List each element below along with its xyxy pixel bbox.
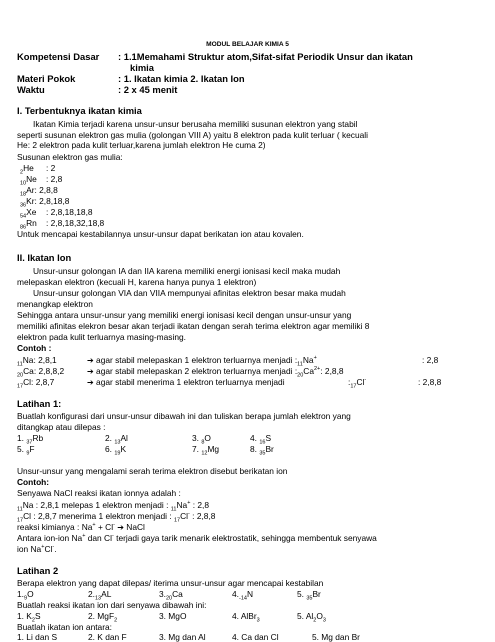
paragraph: Antara ion-ion Na+ dan Cl- terjadi gaya tarik menarik elektrostatik, sehingga membentuk senyawa <box>17 533 377 543</box>
exercise-item: 2. $_{13}$Al <box>105 433 128 446</box>
noble-gas-config: : 2,8,18,32,18,8 <box>46 218 105 228</box>
noble-gas-row: $_{86}$Rn <box>20 218 37 231</box>
paragraph: melepaskan elektron (kecuali H, karena hanya punya 1 elektron) <box>17 277 257 287</box>
exercise-item: 3. $_8$O <box>192 433 211 446</box>
exercise-item: 5. $_{35}$Br <box>297 589 321 602</box>
arrow-right-icon: ➔ <box>87 367 94 376</box>
exercise-item: 2. K dan F <box>88 632 127 642</box>
kd-value-cont: kimia <box>130 62 154 73</box>
noble-gas-row: $_{10}$Ne <box>20 174 37 187</box>
example-label: Contoh : <box>17 343 52 353</box>
kd-value: : 1.1Memahami Struktur atom,Sifat-sifat Periodik Unsur dan ikatan <box>118 51 413 62</box>
example-row: $_{11}$Na: 2,8,1 <box>17 355 57 368</box>
exercise-item: $2._{13}AL$ <box>88 589 112 602</box>
example-label: Contoh: <box>17 477 50 487</box>
noble-gas-row: $_{36}$Kr: 2,8,18,8 <box>20 196 70 209</box>
noble-gas-row: $_{54}$Xe <box>20 207 37 220</box>
paragraph: Unsur-unsur yang mengalami serah terima elektron disebut berikatan ion <box>17 466 288 476</box>
exercise-item: 3. MgO <box>159 611 187 621</box>
exercise-item: 3. Mg dan Al <box>159 632 206 642</box>
exercise-item: 6. $_{19}$K <box>105 444 127 457</box>
exercise-item: 5. $_9$F <box>17 444 35 457</box>
exercise-item: 5. $Al_2O_3$ <box>297 611 326 624</box>
exercise-item: 4. $_{16}$S <box>250 433 272 446</box>
exercise-item: 4. Ca dan Cl <box>232 632 279 642</box>
arrow-right-icon: ➔ <box>87 356 94 365</box>
arrow-right-icon: ➔ <box>117 523 124 532</box>
paragraph: Unsur-unsur golongan VIA dan VIIA mempunyai afinitas elektron besar maka mudah <box>33 288 346 298</box>
exercise-item: 1. $K_2S$ <box>17 611 41 624</box>
latihan-1-heading: Latihan 1: <box>17 398 62 409</box>
paragraph: Susunan elektron gas mulia: <box>17 152 123 162</box>
paragraph: memiliki afinitas elekron besar akan terjadi ikatan dengan serah terima elektron agar memiliki 8 <box>17 321 370 331</box>
paragraph: Unsur-unsur golongan IA dan IIA karena memiliki energi ionisasi kecil maka mudah <box>33 266 341 276</box>
paragraph: ditangkap atau dilepas : <box>17 422 106 432</box>
section-2-heading: II. Ikatan Ion <box>17 252 72 263</box>
kd-label: Kompetensi Dasar <box>17 51 100 62</box>
exercise-item: 4. AlBr$_3$ <box>232 611 260 624</box>
mp-label: Materi Pokok <box>17 73 76 84</box>
waktu-label: Waktu <box>17 84 45 95</box>
paragraph: He: 2 elektron pada kulit terluar,karena jumlah elektron He cuma 2) <box>17 140 266 150</box>
ion-config: : 2,8 <box>422 355 439 365</box>
paragraph: Buatlah reaksi ikatan ion dari senyawa dibawah ini: <box>17 600 207 610</box>
waktu-value: : 2 x 45 menit <box>118 84 178 95</box>
noble-gas-row: $_{18}$Ar: 2,8,8 <box>20 185 58 198</box>
exercise-item: 8. $_{35}$Br <box>250 444 274 457</box>
paragraph: Untuk mencapai kestabilannya unsur-unsur dapat berikatan ion atau kovalen. <box>17 229 304 239</box>
paragraph: elektron pada kulit terluarnya masing-masing. <box>17 332 186 342</box>
example-row: ➔ agar stabil melepaskan 1 elektron terluarnya menjadi $:_{11}Na^+$ <box>87 355 317 368</box>
example-row: $:_{17}Cl^-$ <box>348 377 367 390</box>
example-row: $_{17}$Cl: 2,8,7 <box>17 377 55 390</box>
latihan-2-heading: Latihan 2 <box>17 565 59 576</box>
paragraph: menangkap elektron <box>17 299 93 309</box>
module-title: MODUL BELAJAR KIMIA 5 <box>206 41 289 48</box>
reaction-line: reaksi kimianya : Na+ + Cl- ➔ NaCl <box>17 522 145 532</box>
example-row: $_{20}$Ca: 2,8,8,2 <box>17 366 65 379</box>
paragraph: seperti susunan elektron gas mulia (golongan VIII A) yaitu 8 elektron pada kulit terluar ( kecuali <box>17 130 369 140</box>
exercise-item: $4._{-14}N$ <box>232 589 254 602</box>
example-row: ➔ agar stabil melepaskan 2 elektron terluarnya menjadi $:_{20}Ca^{2+}$: 2,8,8 <box>87 366 344 379</box>
exercise-item: $3._{20}Ca$ <box>159 589 183 602</box>
noble-gas-config: : 2,8,18,18,8 <box>46 207 93 217</box>
section-1-heading: I. Terbentuknya ikatan kimia <box>17 105 142 116</box>
exercise-item: $1._9O$ <box>17 589 34 602</box>
exercise-item: 1. $_{37}$Rb <box>17 433 44 446</box>
reaction-line: $_{17}$Cl : 2,8,7 menerima 1 elektron menjadi : $_{17}$Cl- : 2,8,8 <box>17 511 216 524</box>
noble-gas-config: : 2,8 <box>46 174 63 184</box>
paragraph: Senyawa NaCl reaksi ikatan ionnya adalah : <box>17 488 181 498</box>
paragraph: Ikatan Kimia terjadi karena unsur-unsur berusaha memiliki susunan elektron yang stabil <box>33 119 358 129</box>
reaction-line: $_{11}$Na : 2,8,1 melepas 1 elektron menjadi : $_{11}$Na+ : 2,8 <box>17 500 210 513</box>
exercise-item: 1. Li dan S <box>17 632 58 642</box>
paragraph: Buatlah konfigurasi dari unsur-unsur dibawah ini dan tuliskan berapa jumlah elektron yang <box>17 411 351 421</box>
paragraph: Sehingga antara unsur-unsur yang memiliki energi ionisasi kecil dengan unsur-unsur yang <box>17 310 352 320</box>
paragraph: ion Na+Cl-. <box>17 544 57 554</box>
exercise-item: 7. $_{12}$Mg <box>192 444 220 457</box>
noble-gas-config: : 2 <box>46 163 56 173</box>
exercise-item: 2. MgF$_2$ <box>88 611 118 624</box>
ion-config: : 2,8,8 <box>418 377 442 387</box>
arrow-right-icon: ➔ <box>87 378 94 387</box>
example-row: ➔ agar stabil menerima 1 elektron terluarnya menjadi <box>87 377 285 387</box>
mp-value: : 1. Ikatan kimia 2. Ikatan Ion <box>118 73 245 84</box>
exercise-item: 5. Mg dan Br <box>312 632 360 642</box>
paragraph: Berapa elektron yang dapat dilepas/ iterima unsur-unsur agar mencapai kestabilan <box>17 578 324 588</box>
noble-gas-row: $_2$He <box>20 163 34 176</box>
paragraph: Buatlah ikatan ion antara: <box>17 622 112 632</box>
